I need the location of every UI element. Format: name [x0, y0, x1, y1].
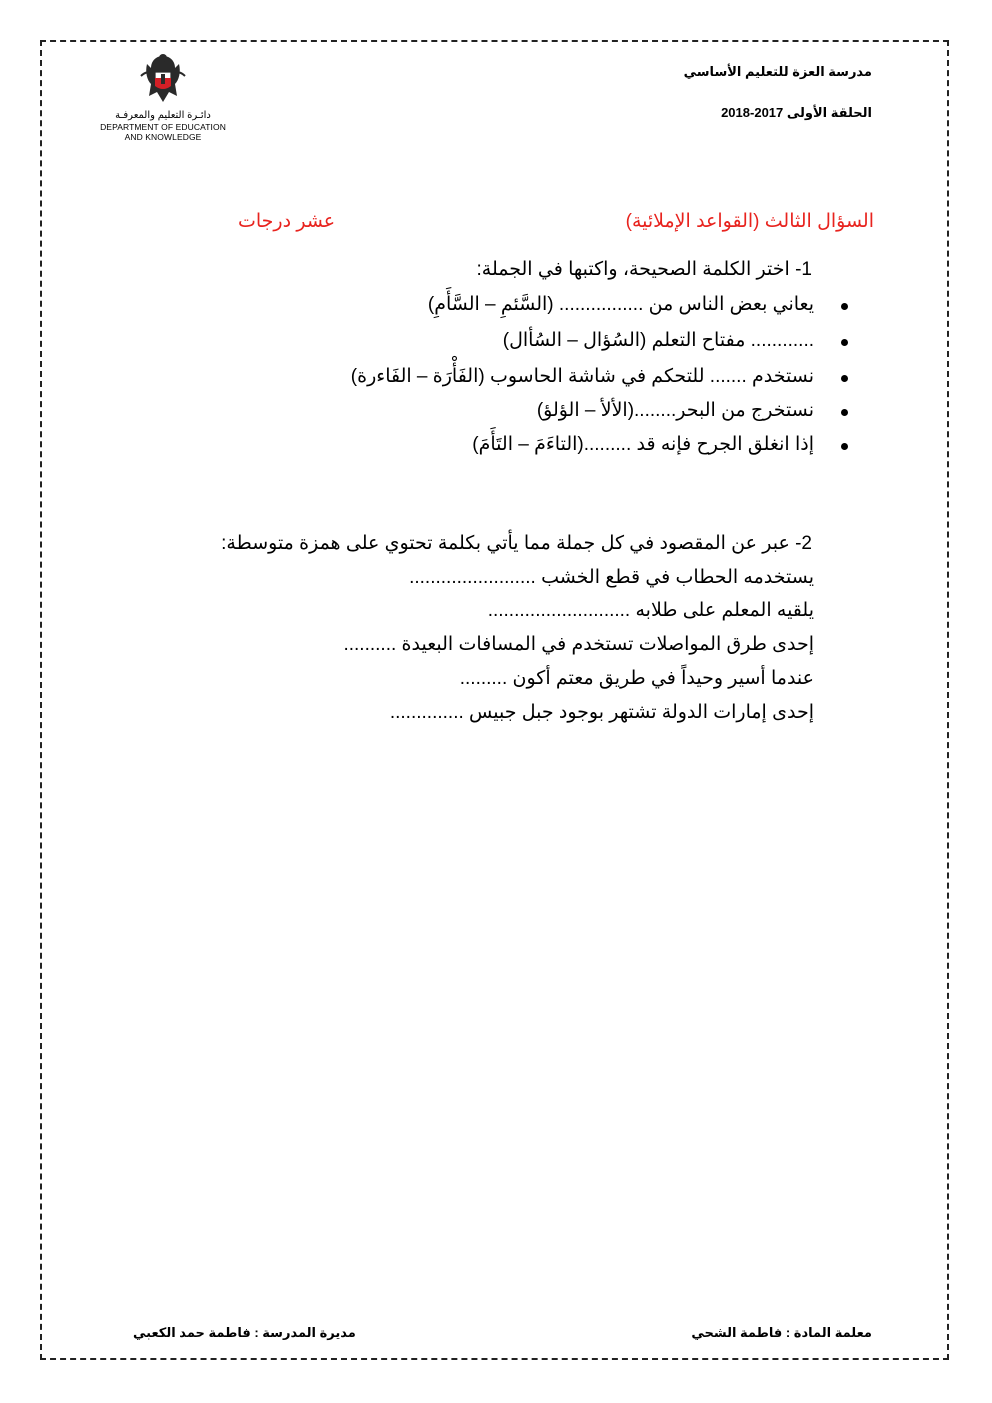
question1-item — [428, 293, 814, 316]
question1-item — [537, 399, 814, 422]
question1-item-text: نستخرج من البحر........(الألأ – الؤلؤ) — [536, 400, 814, 421]
question1-item-text: يعاني بعض الناس من ................ (السَّئمِ – السَّأَمِ) — [427, 294, 814, 315]
question2-item: عندما أسير وحيداً في طريق معتم أكون ......... — [459, 668, 814, 689]
bullet-dot-icon — [841, 303, 848, 310]
department-logo — [92, 50, 234, 160]
school-name: مدرسة العزة للتعليم الأساسي — [683, 64, 872, 79]
question2-item: إحدى إمارات الدولة تشتهر بوجود جبل جبيس .............. — [389, 702, 814, 723]
question1-prompt: 1- اختر الكلمة الصحيحة، واكتبها في الجملة: — [476, 259, 812, 280]
principal-signature-line: مديرة المدرسة : فاطمة حمد الكعبي — [133, 1325, 356, 1340]
page-border — [40, 40, 949, 1360]
cycle-year: الحلقة الأولى 2017-2018 — [721, 105, 872, 120]
logo-english-line2: AND KNOWLEDGE — [124, 132, 202, 142]
bullet-dot-icon — [841, 443, 848, 450]
question2-item: إحدى طرق المواصلات تستخدم في المسافات البعيدة .......... — [343, 634, 814, 655]
section-marks: عشر درجات — [238, 211, 336, 232]
logo-english-line1: DEPARTMENT OF EDUCATION — [100, 122, 226, 132]
question2-item: يستخدمه الحطاب في قطع الخشب ........................ — [409, 567, 814, 588]
bullet-dot-icon — [841, 339, 848, 346]
bullet-dot-icon — [841, 409, 848, 416]
question1-item-text: ............ مفتاح التعلم (السُؤال – السُأال) — [502, 330, 814, 351]
question1-item — [472, 433, 814, 456]
question1-item — [503, 329, 814, 352]
question1-item-text: إذا انغلق الجرح فإنه قد .........(التاءَمَ – التَأَمَ) — [472, 434, 814, 455]
falcon-emblem-icon — [137, 50, 189, 108]
bullet-dot-icon — [841, 375, 848, 382]
teacher-signature-line: معلمة المادة : فاطمة الشحي — [691, 1325, 872, 1340]
question1-item — [351, 365, 814, 388]
question2-prompt: 2- عبر عن المقصود في كل جملة مما يأتي بكلمة تحتوي على همزة متوسطة: — [221, 533, 812, 554]
question1-item-text: نستخدم ....... للتحكم في شاشة الحاسوب (الفَأْرَة – الفَاءرة) — [350, 366, 814, 387]
logo-arabic-text: دائـرة التعليم والمعرفـة — [115, 110, 211, 121]
section-title: السؤال الثالث (القواعد الإملائية) — [625, 211, 874, 232]
question2-item: يلقيه المعلم على طلابه ........................... — [487, 600, 814, 621]
